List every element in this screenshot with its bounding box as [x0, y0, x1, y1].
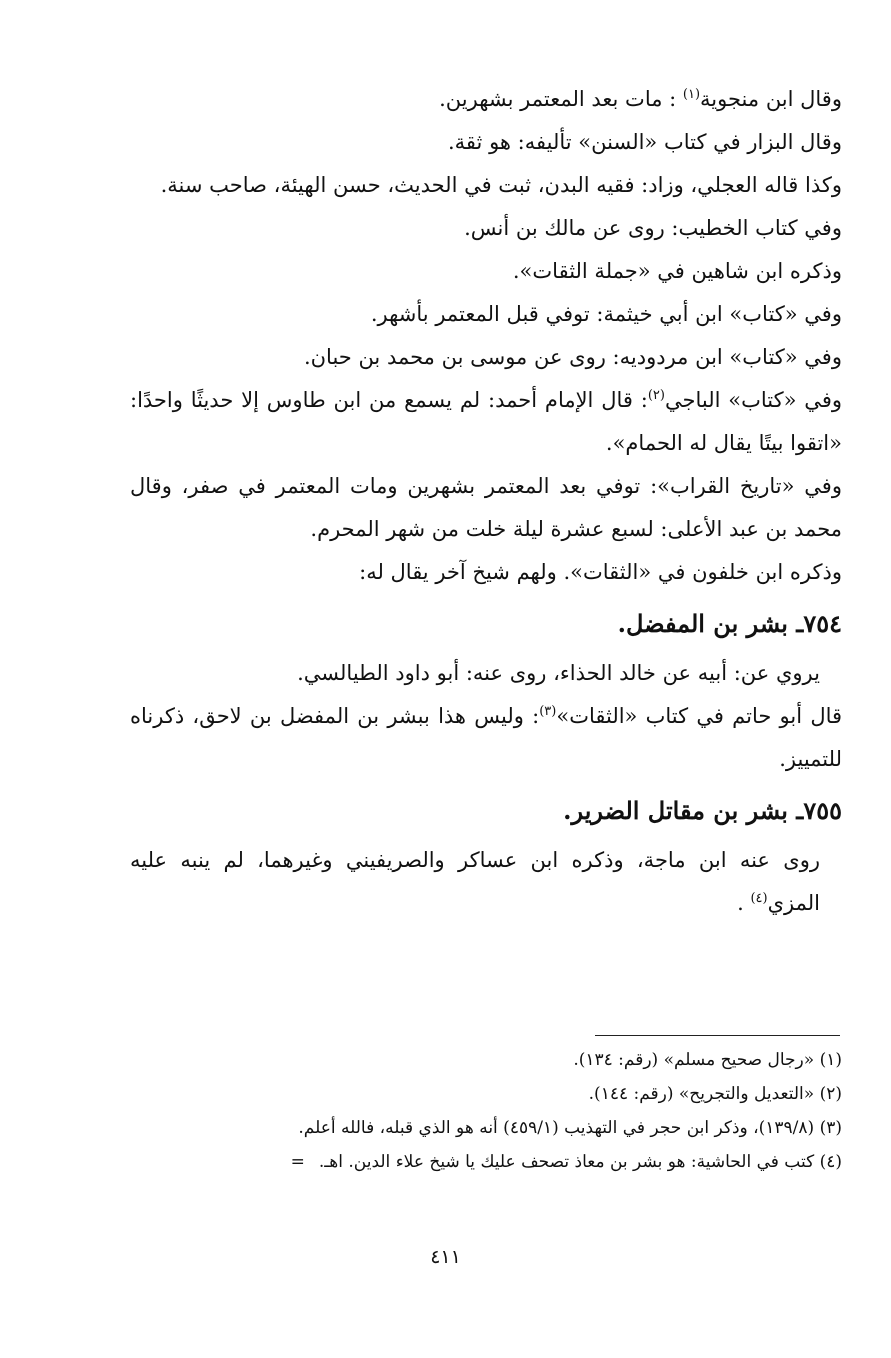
main-text [130, 78, 842, 925]
footnote-divider [595, 1035, 840, 1036]
paragraph: وفي «كتاب» ابن مردوديه: روى عن موسى بن محمد بن حبان. [303, 345, 842, 369]
footnote: (٣) (١٣٩/٨)، وذكر ابن حجر في التهذيب (٤٥٩/١) أنه هو الذي قبله، فالله أعلم. [298, 1118, 842, 1138]
continuation-mark: = [290, 1152, 305, 1172]
footnote-ref[interactable]: (٤) [750, 891, 768, 906]
paragraph: وكذا قاله العجلي، وزاد: فقيه البدن، ثبت في الحديث، حسن الهيئة، صاحب سنة. [160, 173, 842, 197]
footnote: (٤) كتب في الحاشية: هو بشر بن معاذ تصحف عليك يا شيخ علاء الدين. اهـ.= [290, 1152, 842, 1172]
footnote-ref[interactable]: (٣) [539, 704, 557, 719]
paragraph: وذكره ابن شاهين في «جملة الثقات». [512, 259, 842, 283]
paragraph: وفي «كتاب» الباجي$^{(٢)}$: قال الإمام أحمد: لم يسمع من ابن طاوس إلا حديثًا واحدًا: «اتقوا بيتًا يقال له الحمام». [130, 388, 842, 455]
entry-title-754: ٧٥٤ـ بشر بن المفضل. [617, 609, 842, 638]
footnote: (٢) «التعديل والتجريح» (رقم: ١٤٤). [588, 1084, 842, 1104]
paragraph: يروي عن: أبيه عن خالد الحذاء، روى عنه: أبو داود الطيالسي. [297, 661, 820, 685]
paragraph: وذكره ابن خلفون في «الثقات». ولهم شيخ آخر يقال له: [359, 560, 842, 584]
paragraph: وقال ابن منجوية$^{(١)}$ : مات بعد المعتمر بشهرين. [439, 87, 842, 111]
paragraph: وفي كتاب الخطيب: روى عن مالك بن أنس. [464, 216, 842, 240]
paragraph: روى عنه ابن ماجة، وذكره ابن عساكر والصريفيني وغيرهما، لم ينبه عليه المزي$^{(٤)}$ . [130, 848, 820, 915]
paragraph: وفي «تاريخ القراب»: توفي بعد المعتمر بشهرين ومات المعتمر في صفر، وقال محمد بن عبد الأعلى: لسبع عشرة ليلة خلت من شهر المحرم. [130, 474, 842, 541]
paragraph: وقال البزار في كتاب «السنن» تأليفه: هو ثقة. [448, 130, 842, 154]
footnotes [130, 1043, 842, 1179]
page-number: ٤١١ [430, 1246, 461, 1268]
footnote-ref[interactable]: (١) [682, 87, 701, 102]
footnote: (١) «رجال صحيح مسلم» (رقم: ١٣٤). [573, 1050, 842, 1070]
entry-title-755: ٧٥٥ـ بشر بن مقاتل الضرير. [563, 796, 842, 825]
paragraph: قال أبو حاتم في كتاب «الثقات»$^{(٣)}$: وليس هذا ببشر بن المفضل بن لاحق، ذكرناه للتمييز. [130, 704, 843, 771]
footnote-ref[interactable]: (٢) [647, 388, 665, 403]
paragraph: وفي «كتاب» ابن أبي خيثمة: توفي قبل المعتمر بأشهر. [370, 302, 842, 326]
